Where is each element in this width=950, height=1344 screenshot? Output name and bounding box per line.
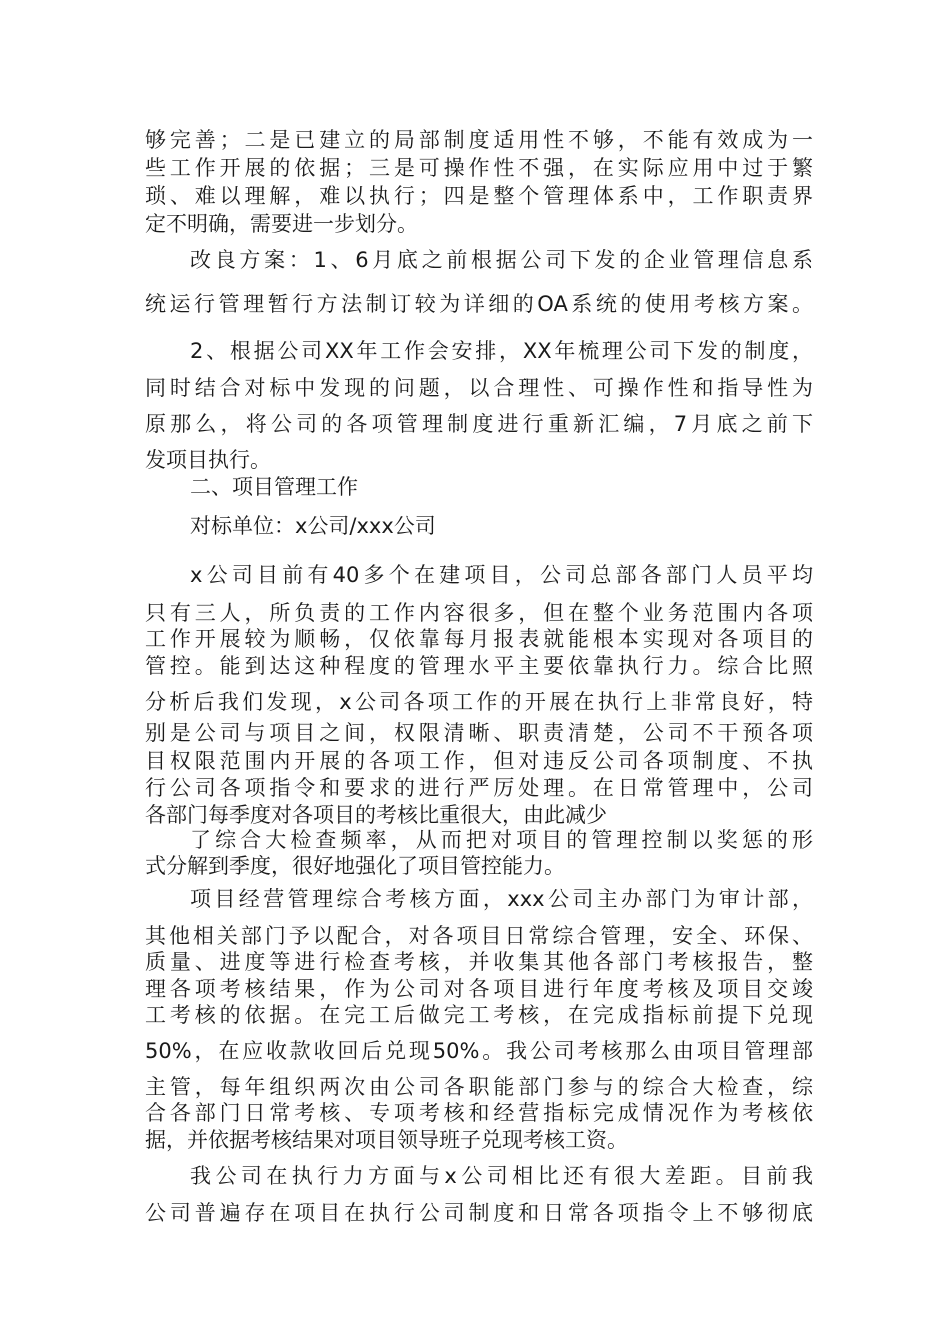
text-line: 工考核的依据。在完工后做完工考核，在完成指标前提下兑现: [145, 1003, 813, 1027]
text-line: 合各部门日常考核、专项考核和经营指标完成情况作为考核依: [145, 1101, 813, 1125]
text-line: x公司目前有40多个在建项目，公司总部各部门人员平均: [190, 563, 813, 587]
text-line: 琐、难以理解，难以执行；四是整个管理体系中，工作职责界: [145, 184, 813, 208]
text-line: 其他相关部门予以配合，对各项目日常综合管理，安全、环保、: [145, 924, 813, 948]
text-line: 定不明确，需要进一步划分。: [145, 212, 418, 236]
text-line: 我公司在执行力方面与x公司相比还有很大差距。目前我: [190, 1164, 813, 1188]
text-line: 发项目执行。: [145, 448, 271, 472]
text-line: 了综合大检查频率，从而把对项目的管理控制以奖惩的形: [190, 828, 813, 852]
text-line: 别是公司与项目之间，权限清晰、职责清楚，公司不干预各项: [145, 721, 813, 745]
text-line: 主管，每年组织两次由公司各职能部门参与的综合大检查，综: [145, 1075, 813, 1099]
text-line: 行公司各项指令和要求的进行严厉处理。在日常管理中，公司: [145, 776, 813, 800]
text-line: 项目经营管理综合考核方面，xxx公司主办部门为审计部，: [190, 887, 813, 911]
text-line: 2、根据公司XX年工作会安排，XX年梳理公司下发的制度，: [190, 339, 813, 363]
text-line: 只有三人，所负责的工作内容很多，但在整个业务范围内各项: [145, 601, 813, 625]
text-line: 公司普遍存在项目在执行公司制度和日常各项指令上不够彻底: [145, 1201, 813, 1225]
text-line: 对标单位：x公司/xxx公司: [190, 514, 436, 538]
text-line: 统运行管理暂行方法制订较为详细的OA系统的使用考核方案。: [145, 292, 813, 316]
section-heading: 二、项目管理工作: [190, 475, 358, 499]
text-line: 质量、进度等进行检查考核，并收集其他各部门考核报告，整: [145, 950, 813, 974]
text-line: 各部门每季度对各项目的考核比重很大，由此减少: [145, 803, 607, 827]
text-line: 目权限范围内开展的各项工作，但对违反公司各项制度、不执: [145, 749, 813, 773]
text-line: 够完善；二是已建立的局部制度适用性不够，不能有效成为一: [145, 128, 813, 152]
text-line: 理各项考核结果，作为公司对各项目进行年度考核及项目交竣: [145, 977, 813, 1001]
text-line: 50%，在应收款收回后兑现50%。我公司考核那么由项目管理部: [145, 1039, 813, 1063]
text-line: 式分解到季度，很好地强化了项目管控能力。: [145, 854, 565, 878]
text-line: 些工作开展的依据；三是可操作性不强，在实际应用中过于繁: [145, 156, 813, 180]
text-line: 管控。能到达这种程度的管理水平主要依靠执行力。综合比照: [145, 654, 813, 678]
text-line: 据，并依据考核结果对项目领导班子兑现考核工资。: [145, 1128, 628, 1152]
text-line: 改良方案：1、6月底之前根据公司下发的企业管理信息系: [190, 248, 813, 272]
text-line: 原那么，将公司的各项管理制度进行重新汇编，7月底之前下: [145, 412, 813, 436]
text-line: 同时结合对标中发现的问题，以合理性、可操作性和指导性为: [145, 376, 813, 400]
text-line: 分析后我们发现，x公司各项工作的开展在执行上非常良好，特: [145, 690, 813, 714]
text-line: 工作开展较为顺畅，仅依靠每月报表就能根本实现对各项目的: [145, 627, 813, 651]
